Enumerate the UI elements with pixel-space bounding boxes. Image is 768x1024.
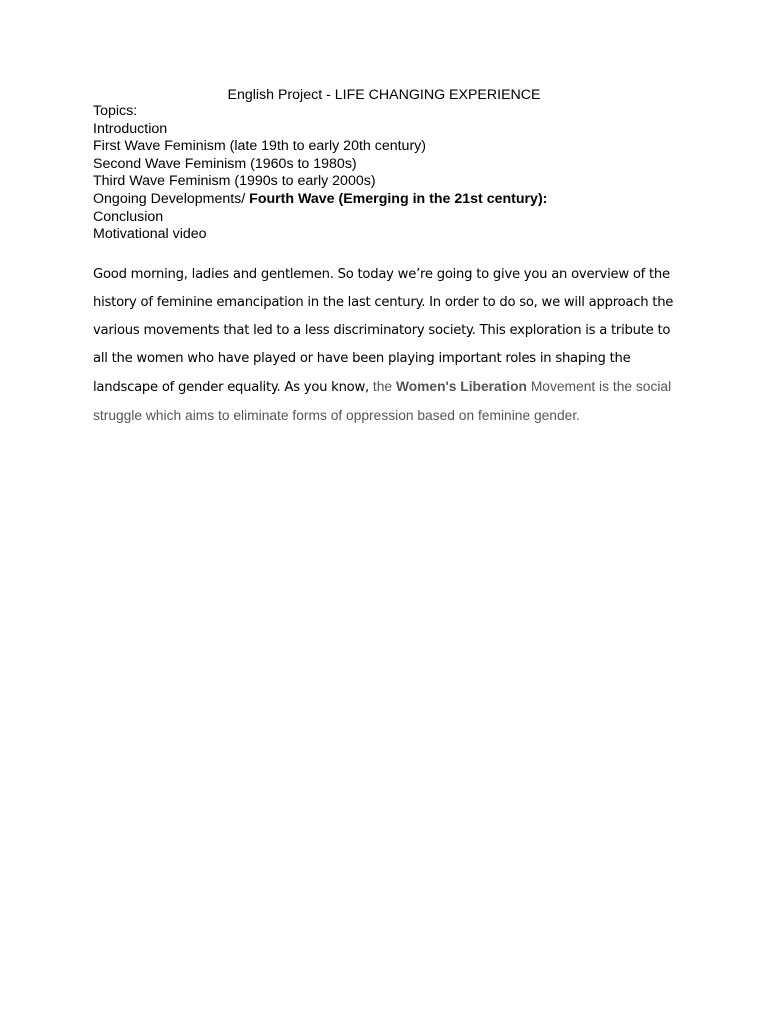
quote-bold: Women's Liberation xyxy=(395,379,527,394)
topic-item: First Wave Feminism (late 19th to early 20th century) xyxy=(93,138,426,155)
paragraph-line: various movements that led to a less discriminatory society. This exploration is a tribute to xyxy=(93,323,671,338)
topics-label: Topics: xyxy=(93,103,138,119)
intro-paragraph xyxy=(93,261,674,430)
paragraph-line: Good morning, ladies and gentlemen. So today we’re going to give you an overview of the xyxy=(93,267,670,282)
ongoing-bold: Fourth Wave (Emerging in the 21st century): xyxy=(249,190,548,207)
quote-prefix: the xyxy=(372,379,396,394)
paragraph-line: all the women who have played or have been playing important roles in shaping the xyxy=(93,351,631,366)
paragraph-line-black: landscape of gender equality. As you know, xyxy=(93,380,373,395)
paragraph-line: history of feminine emancipation in the last century. In order to do so, we will approach the xyxy=(93,295,674,310)
topic-item: Third Wave Feminism (1990s to early 2000s) xyxy=(93,173,376,190)
ongoing-prefix: Ongoing Developments/ xyxy=(93,190,250,207)
paragraph-line xyxy=(93,373,672,402)
topic-item-ongoing xyxy=(93,191,693,209)
topics-list xyxy=(93,103,693,244)
document-title: English Project - LIFE CHANGING EXPERIENCE xyxy=(227,87,541,103)
quote-suffix: Movement is the social xyxy=(526,379,672,394)
topic-item: Motivational video xyxy=(93,226,207,243)
topic-item: Second Wave Feminism (1960s to 1980s) xyxy=(93,155,357,172)
quote-text xyxy=(373,379,671,394)
topic-item: Conclusion xyxy=(93,208,164,225)
topic-item: Introduction xyxy=(93,120,168,137)
quote-line: struggle which aims to eliminate forms of oppression based on feminine gender. xyxy=(93,408,580,423)
